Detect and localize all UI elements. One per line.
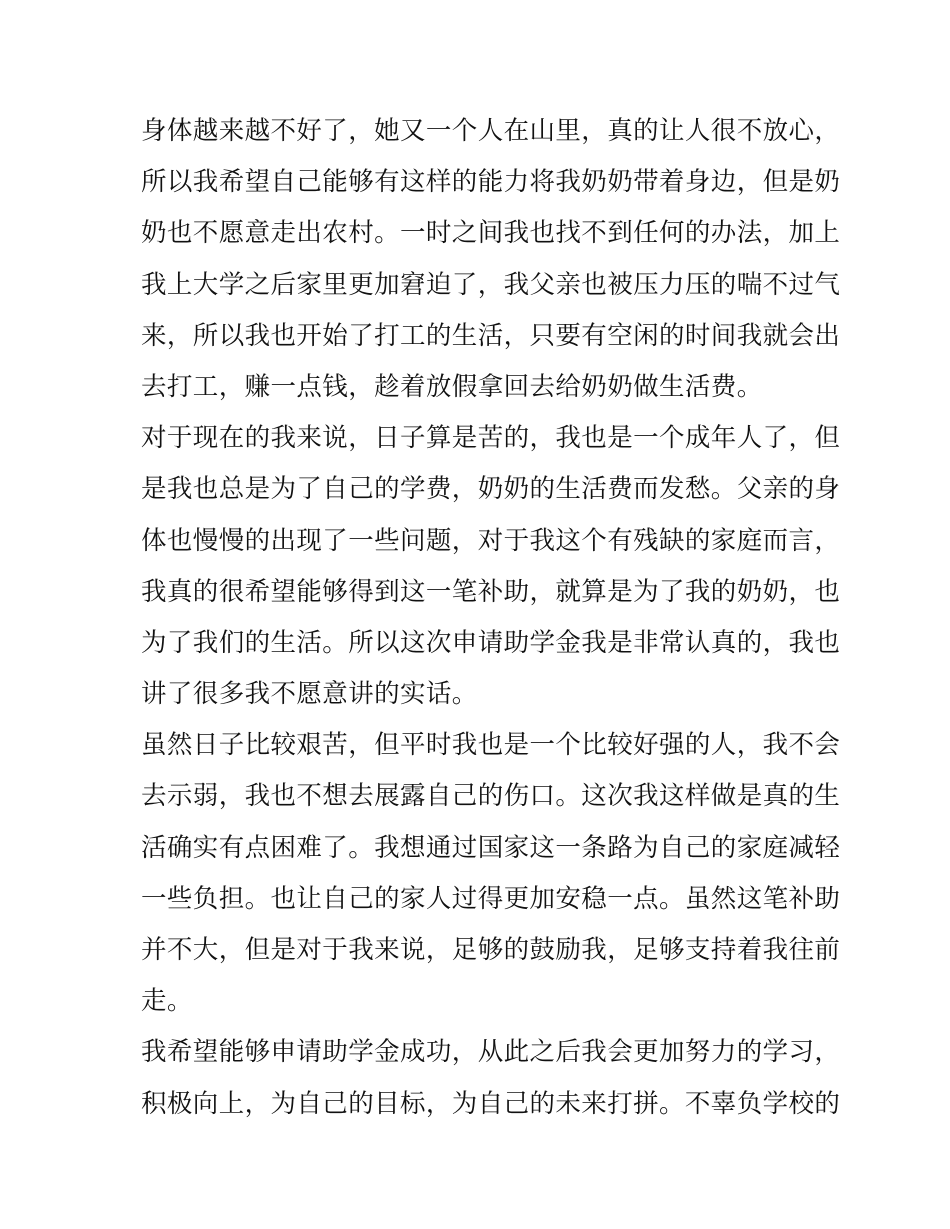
text-line: 并不大，但是对于我来说，足够的鼓励我，足够支持着我往前 (141, 935, 841, 965)
text-line: 活确实有点困难了。我想通过国家这一条路为自己的家庭减轻 (141, 832, 841, 863)
text-line: 虽然日子比较艰苦，但平时我也是一个比较好强的人，我不会 (141, 730, 841, 761)
text-line: 讲了很多我不愿意讲的实话。 (141, 679, 478, 710)
text-line: 积极向上，为自己的目标，为自己的未来打拼。不辜负学校的 (141, 1088, 841, 1119)
text-line: 一些负担。也让自己的家人过得更加安稳一点。虽然这笔补助 (141, 883, 841, 914)
text-line: 是我也总是为了自己的学费，奶奶的生活费而发愁。父亲的身 (141, 474, 841, 505)
text-line: 为了我们的生活。所以这次申请助学金我是非常认真的，我也 (141, 627, 841, 658)
text-line: 对于现在的我来说，日子算是苦的，我也是一个成年人了，但 (141, 423, 841, 454)
body-text (141, 106, 841, 1130)
text-line: 我上大学之后家里更加窘迫了，我父亲也被压力压的喘不过气 (141, 269, 841, 300)
text-line: 我真的很希望能够得到这一笔补助，就算是为了我的奶奶，也 (141, 576, 841, 607)
text-line: 来，所以我也开始了打工的生活，只要有空闲的时间我就会出 (141, 320, 841, 351)
text-line: 体也慢慢的出现了一些问题，对于我这个有残缺的家庭而言， (141, 525, 841, 556)
text-line: 走。 (141, 986, 193, 1017)
text-line: 去打工，赚一点钱，趁着放假拿回去给奶奶做生活费。 (141, 371, 763, 402)
text-line: 去示弱，我也不想去展露自己的伤口。这次我这样做是真的生 (141, 781, 841, 812)
text-line: 身体越来越不好了，她又一个人在山里，真的让人很不放心， (141, 116, 841, 146)
text-line: 我希望能够申请助学金成功，从此之后我会更加努力的学习， (141, 1037, 841, 1068)
text-line: 奶也不愿意走出农村。一时之间我也找不到任何的办法，加上 (141, 218, 841, 249)
text-line: 所以我希望自己能够有这样的能力将我奶奶带着身边，但是奶 (141, 167, 841, 198)
